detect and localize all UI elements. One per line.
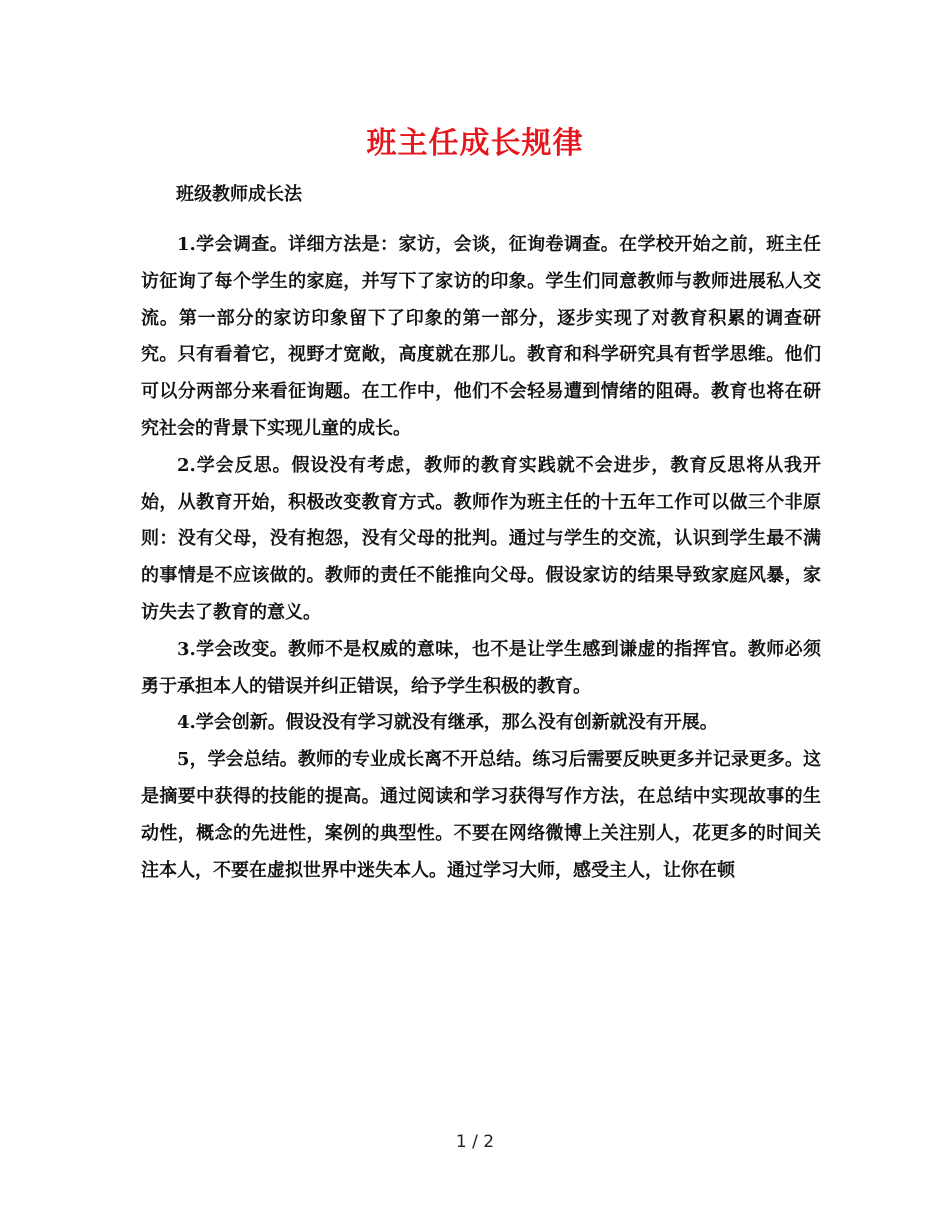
paragraph-4: 4.学会创新。假设没有学习就没有继承，那么没有创新就没有开展。 bbox=[177, 712, 718, 734]
paragraph-2: 2.学会反思。假设没有考虑，教师的教育实践就不会进步，教育反思将从我开始，从教育开始，积极改变教育方式。教师作为班主任的十五年工作可以做三个非原则：没有父母，没有抱怨，没有父母的批判。通过与学生的交流，认识到学生最不满的事情是不应该做的。教师的责任不能推向父母。假设家访的结果导致家庭风暴，家访失去了教育的意义。 bbox=[141, 454, 821, 623]
section-heading: 班级教师成长法 bbox=[176, 184, 302, 205]
paragraph-3: 3.学会改变。教师不是权威的意味，也不是让学生感到谦虚的指挥官。教师必须勇于承担本人的错误并纠正错误，给予学生积极的教育。 bbox=[141, 638, 821, 697]
page-number: 1 / 2 bbox=[455, 1132, 495, 1152]
paragraph-1: 1.学会调查。详细方法是：家访，会谈，征询卷调查。在学校开始之前，班主任访征询了每个学生的家庭，并写下了家访的印象。学生们同意教师与教师进展私人交流。第一部分的家访印象留下了印象的第一部分，逐步实现了对教育积累的调查研究。只有看着它，视野才宽敞，高度就在那儿。教育和科学研究具有哲学思维。他们可以分两部分来看征询题。在工作中，他们不会轻易遭到情绪的阻碍。教育也将在研究社会的背景下实现儿童的成长。 bbox=[141, 234, 821, 439]
paragraph-5: 5，学会总结。教师的专业成长离不开总结。练习后需要反映更多并记录更多。这是摘要中获得的技能的提高。通过阅读和学习获得写作方法，在总结中实现故事的生动性，概念的先进性，案例的典型性。不要在网络微博上关注别人，花更多的时间关注本人，不要在虚拟世界中迷失本人。通过学习大师，感受主人，让你在顿 bbox=[141, 749, 821, 881]
document-body bbox=[141, 227, 821, 889]
document-title: 班主任成长规律 bbox=[366, 126, 584, 161]
